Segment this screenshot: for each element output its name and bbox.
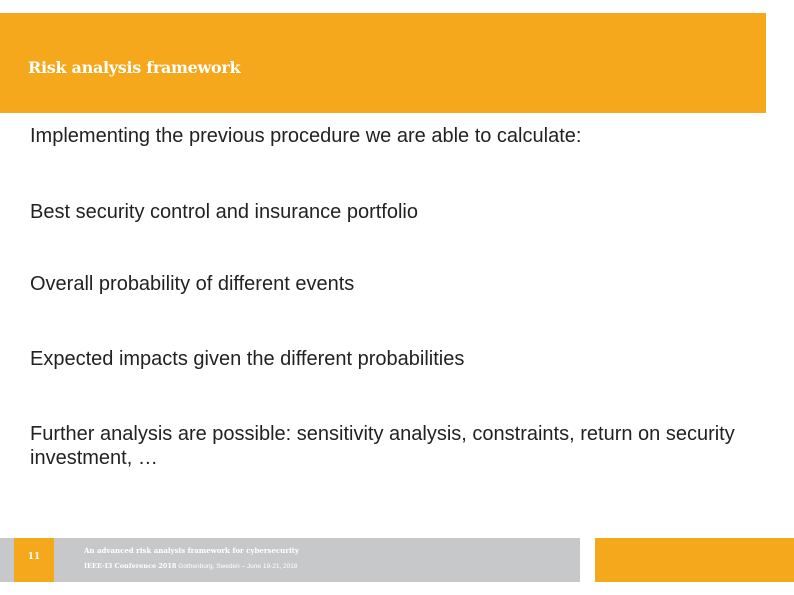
content-line-4: Expected impacts given the different probabilities xyxy=(30,348,465,370)
slide-title: Risk analysis framework xyxy=(28,58,241,77)
content-line-2: Best security control and insurance portfolio xyxy=(30,201,418,223)
content-line-3: Overall probability of different events xyxy=(30,273,355,295)
footer-title: An advanced risk analysis framework for cybersecurity xyxy=(84,546,299,555)
content-line-1: Implementing the previous procedure we are able to calculate: xyxy=(30,125,582,147)
page-number: 11 xyxy=(27,552,41,562)
content-line-5: Further analysis are possible: sensitivity analysis, constraints, return on security investment, … xyxy=(30,423,735,469)
footer-accent-block xyxy=(595,538,794,582)
footer-bar xyxy=(0,538,580,582)
footer-conference: IEEE-I3 Conference 2018 xyxy=(84,562,177,570)
footer-location-date: Gothenburg, Sweden – June 19-21, 2018 xyxy=(178,563,298,570)
page-number-box xyxy=(14,538,54,582)
footer-subtitle xyxy=(84,562,298,570)
